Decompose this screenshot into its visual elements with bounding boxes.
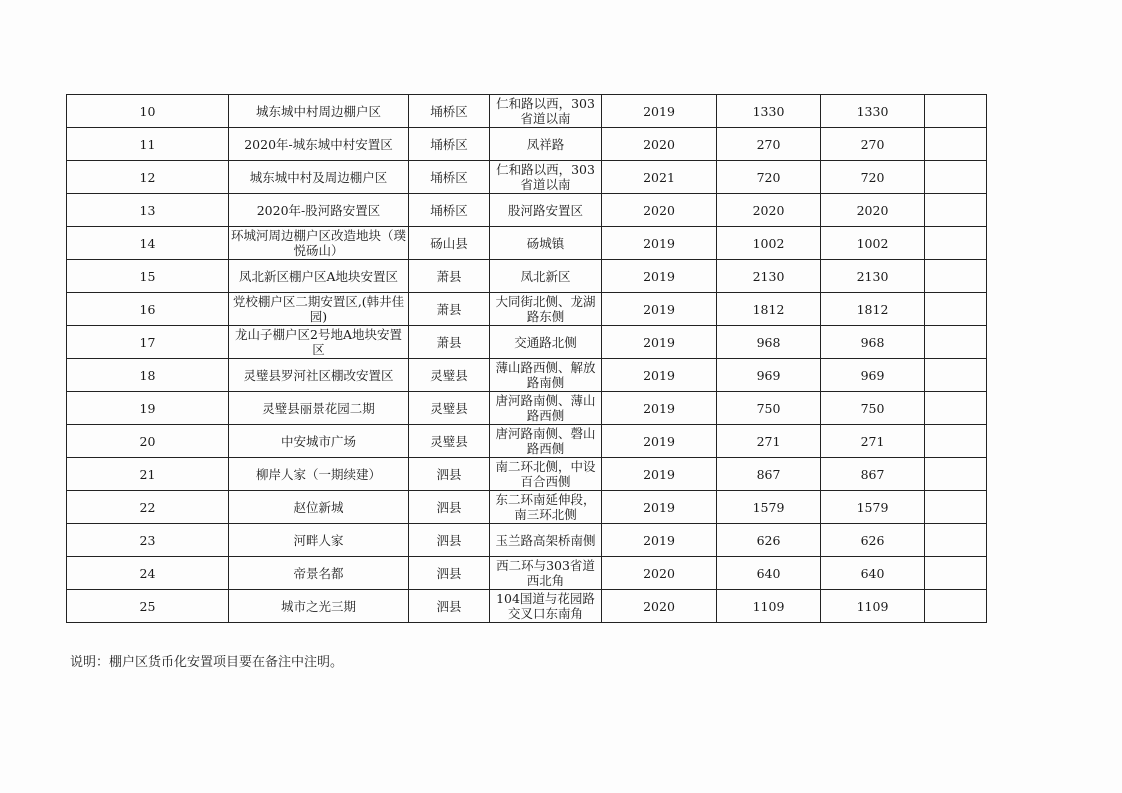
cell-district — [409, 161, 490, 194]
cell-location — [490, 425, 602, 458]
cell-location-text: 唐河路南侧、磬山路西侧 — [495, 426, 596, 456]
cell-remark — [925, 392, 987, 425]
cell-value-b-text: 2020 — [856, 202, 889, 218]
cell-value-b — [821, 227, 925, 260]
cell-location — [490, 260, 602, 293]
cell-number-text: 10 — [139, 103, 156, 119]
cell-number — [67, 458, 229, 491]
cell-district-text: 萧县 — [436, 334, 462, 350]
cell-number-text: 16 — [139, 301, 156, 317]
cell-year-text: 2019 — [643, 400, 675, 416]
cell-location — [490, 227, 602, 260]
cell-value-b — [821, 458, 925, 491]
cell-number — [67, 491, 229, 524]
cell-value-a-text: 2130 — [752, 268, 785, 284]
cell-value-b-text: 968 — [860, 334, 885, 350]
cell-number-text: 24 — [139, 565, 156, 581]
cell-remark — [925, 326, 987, 359]
cell-number-text: 21 — [139, 466, 156, 482]
cell-location-text: 大同街北侧、龙湖路东侧 — [495, 294, 596, 324]
cell-number — [67, 359, 229, 392]
cell-year — [602, 425, 717, 458]
cell-value-b — [821, 491, 925, 524]
table-row — [67, 491, 987, 524]
cell-project-name — [229, 392, 409, 425]
cell-value-b — [821, 260, 925, 293]
table-row — [67, 260, 987, 293]
table-row — [67, 590, 987, 623]
cell-value-b — [821, 524, 925, 557]
cell-value-a-text: 969 — [756, 367, 781, 383]
cell-number — [67, 326, 229, 359]
table-row — [67, 161, 987, 194]
cell-value-b — [821, 557, 925, 590]
cell-location-text: 南二环北侧，中设百合西侧 — [495, 459, 596, 489]
cell-year — [602, 590, 717, 623]
cell-year-text: 2019 — [643, 499, 675, 515]
cell-value-a-text: 271 — [756, 433, 781, 449]
cell-remark — [925, 161, 987, 194]
cell-project-name — [229, 95, 409, 128]
cell-district — [409, 194, 490, 227]
cell-location — [490, 326, 602, 359]
cell-district-text: 泗县 — [436, 532, 462, 548]
cell-project-name — [229, 359, 409, 392]
cell-location — [490, 359, 602, 392]
cell-district-text: 埇桥区 — [430, 103, 468, 119]
cell-year-text: 2020 — [643, 598, 675, 614]
cell-location-text: 凤北新区 — [520, 268, 571, 284]
cell-project-name-text: 河畔人家 — [293, 532, 344, 548]
cell-number — [67, 392, 229, 425]
cell-value-a — [717, 260, 821, 293]
cell-value-a — [717, 458, 821, 491]
cell-number-text: 17 — [139, 334, 156, 350]
cell-number — [67, 95, 229, 128]
cell-year — [602, 392, 717, 425]
cell-remark — [925, 590, 987, 623]
table-row — [67, 359, 987, 392]
cell-year — [602, 326, 717, 359]
cell-location — [490, 194, 602, 227]
cell-value-b — [821, 326, 925, 359]
cell-district — [409, 590, 490, 623]
cell-location-text: 东二环南延伸段，南三环北侧 — [495, 492, 596, 522]
cell-number-text: 19 — [139, 400, 156, 416]
cell-location — [490, 161, 602, 194]
cell-remark — [925, 128, 987, 161]
cell-value-a — [717, 524, 821, 557]
cell-district — [409, 524, 490, 557]
cell-project-name — [229, 161, 409, 194]
cell-district — [409, 425, 490, 458]
cell-location-text: 薄山路西侧、解放路南侧 — [495, 360, 596, 390]
cell-year — [602, 95, 717, 128]
cell-location-text: 交通路北侧 — [514, 334, 577, 350]
table-row — [67, 392, 987, 425]
cell-year-text: 2019 — [643, 532, 675, 548]
cell-value-a — [717, 557, 821, 590]
cell-district-text: 泗县 — [436, 598, 462, 614]
table-row — [67, 425, 987, 458]
cell-value-b-text: 867 — [860, 466, 885, 482]
cell-year-text: 2019 — [643, 334, 675, 350]
cell-project-name — [229, 227, 409, 260]
cell-district-text: 灵璧县 — [430, 400, 468, 416]
cell-district-text: 萧县 — [436, 301, 462, 317]
cell-project-name — [229, 326, 409, 359]
cell-year — [602, 557, 717, 590]
cell-value-b-text: 1812 — [856, 301, 889, 317]
cell-location — [490, 524, 602, 557]
cell-year — [602, 161, 717, 194]
cell-project-name-text: 灵璧县丽景花园二期 — [262, 400, 375, 416]
cell-remark — [925, 524, 987, 557]
cell-project-name-text: 龙山子棚户区2号地A地块安置区 — [235, 327, 402, 357]
cell-project-name — [229, 524, 409, 557]
cell-location — [490, 590, 602, 623]
cell-value-a — [717, 194, 821, 227]
cell-value-b — [821, 293, 925, 326]
cell-district — [409, 326, 490, 359]
cell-value-a — [717, 227, 821, 260]
cell-location — [490, 293, 602, 326]
cell-district — [409, 491, 490, 524]
cell-project-name-text: 灵璧县罗河社区棚改安置区 — [243, 367, 394, 383]
cell-number — [67, 260, 229, 293]
cell-project-name-text: 城市之光三期 — [280, 598, 356, 614]
cell-year — [602, 260, 717, 293]
cell-value-b-text: 1330 — [856, 103, 889, 119]
cell-number — [67, 557, 229, 590]
cell-year — [602, 128, 717, 161]
cell-remark — [925, 260, 987, 293]
cell-value-b-text: 750 — [860, 400, 885, 416]
cell-remark — [925, 227, 987, 260]
cell-number — [67, 524, 229, 557]
cell-district-text: 埇桥区 — [430, 169, 468, 185]
cell-number-text: 15 — [139, 268, 156, 284]
cell-year-text: 2019 — [643, 235, 675, 251]
cell-year-text: 2019 — [643, 103, 675, 119]
cell-value-b-text: 2130 — [856, 268, 889, 284]
cell-year-text: 2019 — [643, 433, 675, 449]
cell-value-b — [821, 425, 925, 458]
cell-value-b-text: 969 — [860, 367, 885, 383]
cell-remark — [925, 95, 987, 128]
cell-project-name-text: 环城河周边棚户区改造地块（璞悦砀山） — [231, 228, 407, 258]
cell-value-b-text: 1579 — [856, 499, 889, 515]
cell-value-b-text: 270 — [860, 136, 885, 152]
cell-number-text: 22 — [139, 499, 156, 515]
cell-value-a — [717, 359, 821, 392]
cell-number — [67, 227, 229, 260]
cell-year — [602, 293, 717, 326]
cell-number — [67, 194, 229, 227]
cell-location-text: 凤祥路 — [526, 136, 565, 152]
cell-project-name — [229, 194, 409, 227]
cell-project-name-text: 帝景名都 — [293, 565, 344, 581]
cell-location — [490, 458, 602, 491]
cell-project-name — [229, 557, 409, 590]
cell-value-b-text: 1109 — [856, 598, 889, 614]
table-row — [67, 227, 987, 260]
cell-location-text: 仁和路以西，303省道以南 — [496, 162, 595, 192]
cell-district — [409, 458, 490, 491]
cell-year — [602, 491, 717, 524]
cell-location-text: 仁和路以西，303省道以南 — [496, 96, 595, 126]
cell-value-b-text: 640 — [860, 565, 885, 581]
cell-project-name-text: 凤北新区棚户区A地块安置区 — [238, 268, 399, 284]
cell-project-name-text: 城东城中村及周边棚户区 — [249, 169, 388, 185]
cell-number-text: 12 — [139, 169, 156, 185]
cell-district-text: 泗县 — [436, 466, 462, 482]
cell-district — [409, 227, 490, 260]
cell-district-text: 萧县 — [436, 268, 462, 284]
cell-location-text: 股河路安置区 — [507, 202, 583, 218]
cell-value-a-text: 720 — [756, 169, 781, 185]
cell-project-name-text: 党校棚户区二期安置区,(韩井佳园) — [232, 294, 405, 324]
cell-district-text: 砀山县 — [430, 235, 468, 251]
cell-number-text: 25 — [139, 598, 156, 614]
cell-location-text: 104国道与花园路交叉口东南角 — [496, 591, 595, 621]
cell-value-b — [821, 194, 925, 227]
table-row — [67, 293, 987, 326]
cell-number-text: 14 — [139, 235, 156, 251]
cell-value-a — [717, 392, 821, 425]
cell-location-text: 砀城镇 — [526, 235, 565, 251]
cell-year — [602, 458, 717, 491]
cell-project-name-text: 2020年-股河路安置区 — [256, 202, 381, 218]
cell-value-a — [717, 128, 821, 161]
table-row — [67, 95, 987, 128]
cell-value-a — [717, 293, 821, 326]
cell-location — [490, 392, 602, 425]
cell-year-text: 2020 — [643, 136, 675, 152]
cell-district — [409, 557, 490, 590]
cell-value-a-text: 750 — [756, 400, 781, 416]
cell-district-text: 埇桥区 — [430, 136, 468, 152]
cell-value-b-text: 720 — [860, 169, 885, 185]
cell-number-text: 11 — [139, 136, 156, 152]
cell-value-a-text: 626 — [756, 532, 781, 548]
table-row — [67, 194, 987, 227]
cell-project-name — [229, 491, 409, 524]
cell-value-a-text: 640 — [756, 565, 781, 581]
cell-value-a — [717, 590, 821, 623]
cell-value-b-text: 1002 — [856, 235, 889, 251]
cell-number-text: 18 — [139, 367, 156, 383]
cell-project-name — [229, 590, 409, 623]
cell-district-text: 泗县 — [436, 565, 462, 581]
cell-project-name — [229, 293, 409, 326]
cell-remark — [925, 557, 987, 590]
table-row — [67, 458, 987, 491]
cell-value-a-text: 1002 — [752, 235, 785, 251]
cell-number — [67, 293, 229, 326]
cell-location — [490, 491, 602, 524]
table-row — [67, 557, 987, 590]
cell-project-name — [229, 260, 409, 293]
cell-remark — [925, 491, 987, 524]
cell-project-name-text: 城东城中村周边棚户区 — [255, 103, 381, 119]
cell-year-text: 2020 — [643, 565, 675, 581]
cell-value-b — [821, 590, 925, 623]
cell-project-name-text: 2020年-城东城中村安置区 — [244, 136, 393, 152]
cell-value-b-text: 626 — [860, 532, 885, 548]
cell-year-text: 2019 — [643, 466, 675, 482]
cell-number — [67, 161, 229, 194]
cell-number — [67, 425, 229, 458]
cell-year — [602, 524, 717, 557]
cell-year — [602, 194, 717, 227]
cell-project-name — [229, 425, 409, 458]
cell-district-text: 灵璧县 — [430, 433, 468, 449]
cell-district — [409, 128, 490, 161]
cell-value-b — [821, 161, 925, 194]
cell-district — [409, 359, 490, 392]
cell-value-b-text: 271 — [860, 433, 885, 449]
table-body — [67, 95, 987, 623]
cell-year — [602, 227, 717, 260]
cell-remark — [925, 458, 987, 491]
cell-value-a-text: 1812 — [752, 301, 785, 317]
cell-year-text: 2019 — [643, 268, 675, 284]
cell-number-text: 23 — [139, 532, 156, 548]
cell-value-a-text: 1579 — [752, 499, 785, 515]
cell-project-name — [229, 458, 409, 491]
cell-value-b — [821, 392, 925, 425]
cell-value-a — [717, 491, 821, 524]
cell-number-text: 20 — [139, 433, 156, 449]
cell-value-b — [821, 95, 925, 128]
cell-value-a — [717, 161, 821, 194]
table-row — [67, 524, 987, 557]
cell-district — [409, 293, 490, 326]
cell-location — [490, 95, 602, 128]
cell-year-text: 2020 — [643, 202, 675, 218]
cell-district — [409, 95, 490, 128]
cell-district-text: 灵璧县 — [430, 367, 468, 383]
table-row — [67, 326, 987, 359]
cell-year-text: 2021 — [643, 169, 675, 185]
cell-location — [490, 557, 602, 590]
footnote: 说明：棚户区货币化安置项目要在备注中注明。 — [70, 655, 344, 670]
cell-district — [409, 260, 490, 293]
cell-year-text: 2019 — [643, 301, 675, 317]
cell-value-a — [717, 425, 821, 458]
cell-value-a — [717, 326, 821, 359]
cell-location-text: 唐河路南侧、薄山路西侧 — [495, 393, 596, 423]
cell-district-text: 埇桥区 — [430, 202, 468, 218]
cell-location-text: 玉兰路高架桥南侧 — [495, 532, 596, 548]
cell-number — [67, 128, 229, 161]
cell-year-text: 2019 — [643, 367, 675, 383]
cell-value-a-text: 968 — [756, 334, 781, 350]
cell-value-a-text: 2020 — [752, 202, 785, 218]
cell-district-text: 泗县 — [436, 499, 462, 515]
cell-number — [67, 590, 229, 623]
cell-project-name-text: 赵位新城 — [293, 499, 344, 515]
cell-value-a-text: 1109 — [752, 598, 785, 614]
cell-value-a — [717, 95, 821, 128]
cell-remark — [925, 293, 987, 326]
cell-value-a-text: 867 — [756, 466, 781, 482]
cell-district — [409, 392, 490, 425]
cell-project-name-text: 柳岸人家（一期续建） — [255, 466, 381, 482]
cell-value-b — [821, 359, 925, 392]
table-row — [67, 128, 987, 161]
cell-remark — [925, 194, 987, 227]
cell-remark — [925, 425, 987, 458]
cell-value-b — [821, 128, 925, 161]
housing-project-table — [66, 94, 987, 623]
cell-year — [602, 359, 717, 392]
cell-value-a-text: 270 — [756, 136, 781, 152]
cell-location-text: 西二环与303省道西北角 — [496, 558, 595, 588]
cell-value-a-text: 1330 — [752, 103, 785, 119]
cell-project-name — [229, 128, 409, 161]
cell-location — [490, 128, 602, 161]
cell-remark — [925, 359, 987, 392]
cell-number-text: 13 — [139, 202, 156, 218]
cell-project-name-text: 中安城市广场 — [280, 433, 356, 449]
